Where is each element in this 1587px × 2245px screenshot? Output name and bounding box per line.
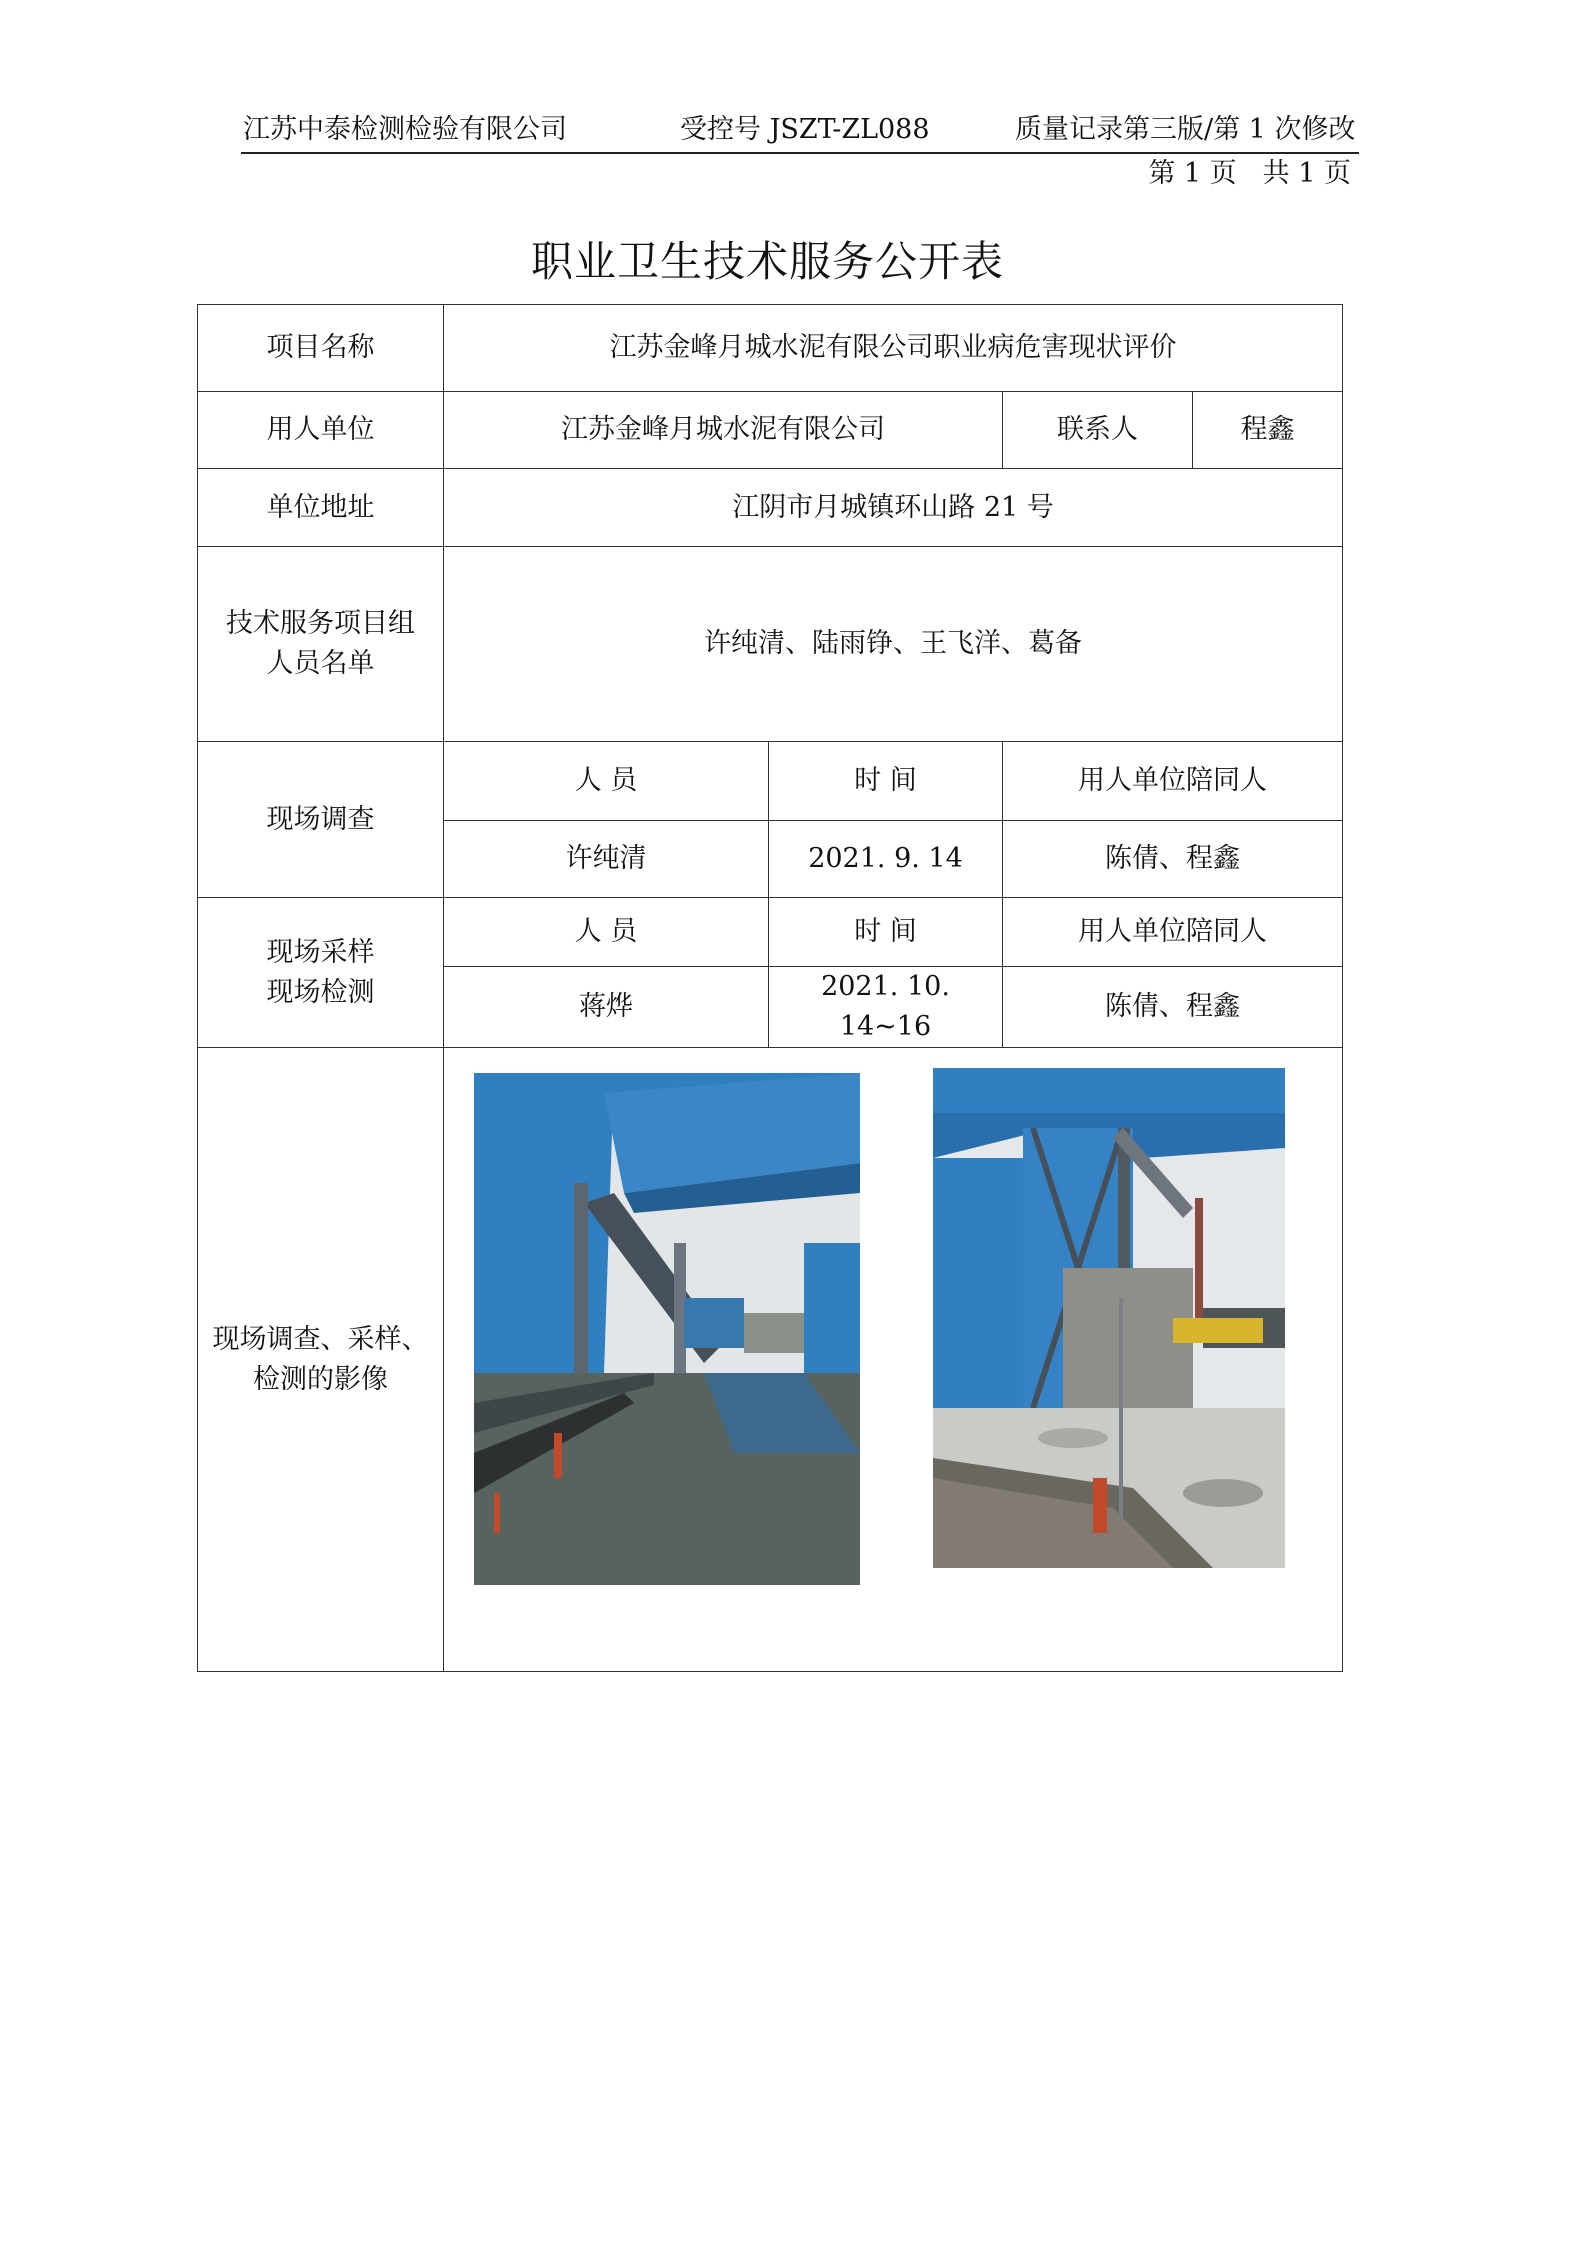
contact-value: 程鑫 bbox=[1193, 392, 1343, 469]
row-project bbox=[198, 305, 1343, 392]
header-company: 江苏中泰检测检验有限公司 bbox=[243, 114, 567, 145]
site-photo-conveyor-yard bbox=[933, 1068, 1285, 1568]
sampling-label-line2: 现场检测 bbox=[266, 976, 375, 1008]
header-page-total: 共 1 页 bbox=[1262, 158, 1351, 189]
header-control-number: 受控号 JSZT-ZL088 bbox=[680, 114, 930, 145]
employer-label: 用人单位 bbox=[198, 392, 444, 469]
disclosure-table bbox=[197, 304, 1343, 1672]
row-team bbox=[198, 547, 1343, 742]
site-photo-wet-yard-drawing bbox=[474, 1073, 860, 1585]
header-page-info bbox=[1148, 156, 1351, 192]
row-employer bbox=[198, 392, 1343, 469]
survey-col-time: 时 间 bbox=[769, 742, 1003, 821]
sampling-escort: 陈倩、程鑫 bbox=[1003, 967, 1343, 1048]
contact-label: 联系人 bbox=[1003, 392, 1193, 469]
row-survey-header bbox=[198, 742, 1343, 821]
team-label bbox=[198, 547, 444, 742]
address-value: 江阴市月城镇环山路 21 号 bbox=[444, 469, 1343, 547]
images-label-line2: 检测的影像 bbox=[253, 1363, 388, 1395]
project-value: 江苏金峰月城水泥有限公司职业病危害现状评价 bbox=[444, 305, 1343, 392]
survey-col-escort: 用人单位陪同人 bbox=[1003, 742, 1343, 821]
survey-label: 现场调查 bbox=[198, 742, 444, 898]
sampling-label bbox=[198, 898, 444, 1048]
page-title: 职业卫生技术服务公开表 bbox=[530, 237, 1004, 286]
row-images bbox=[198, 1048, 1343, 1672]
team-label-line1: 技术服务项目组 bbox=[226, 608, 415, 639]
row-address bbox=[198, 469, 1343, 547]
survey-col-person: 人 员 bbox=[444, 742, 769, 821]
sampling-person: 蒋烨 bbox=[444, 967, 769, 1048]
photo-area bbox=[444, 1048, 1342, 1668]
sampling-col-person: 人 员 bbox=[444, 898, 769, 967]
row-sampling-header bbox=[198, 898, 1343, 967]
sampling-time: 2021. 10. 14~16 bbox=[769, 967, 1003, 1048]
images-cell bbox=[444, 1048, 1343, 1672]
sampling-col-time: 时 间 bbox=[769, 898, 1003, 967]
sampling-col-escort: 用人单位陪同人 bbox=[1003, 898, 1343, 967]
header-record-version: 质量记录第三版/第 1 次修改 bbox=[1015, 114, 1356, 145]
images-label-line1: 现场调查、采样、 bbox=[212, 1323, 429, 1355]
sampling-label-line1: 现场采样 bbox=[266, 936, 375, 968]
survey-person: 许纯清 bbox=[444, 821, 769, 898]
employer-value: 江苏金峰月城水泥有限公司 bbox=[444, 392, 1003, 469]
site-photo-conveyor-yard-drawing bbox=[933, 1068, 1285, 1568]
survey-time: 2021. 9. 14 bbox=[769, 821, 1003, 898]
team-label-line2: 人员名单 bbox=[266, 648, 375, 679]
project-label: 项目名称 bbox=[198, 305, 444, 392]
header-page-number: 第 1 页 bbox=[1148, 158, 1237, 189]
images-label bbox=[198, 1048, 444, 1672]
address-label: 单位地址 bbox=[198, 469, 444, 547]
header-rule bbox=[241, 152, 1359, 154]
survey-escort: 陈倩、程鑫 bbox=[1003, 821, 1343, 898]
site-photo-wet-yard bbox=[474, 1073, 860, 1585]
team-value: 许纯清、陆雨铮、王飞洋、葛备 bbox=[444, 547, 1343, 742]
